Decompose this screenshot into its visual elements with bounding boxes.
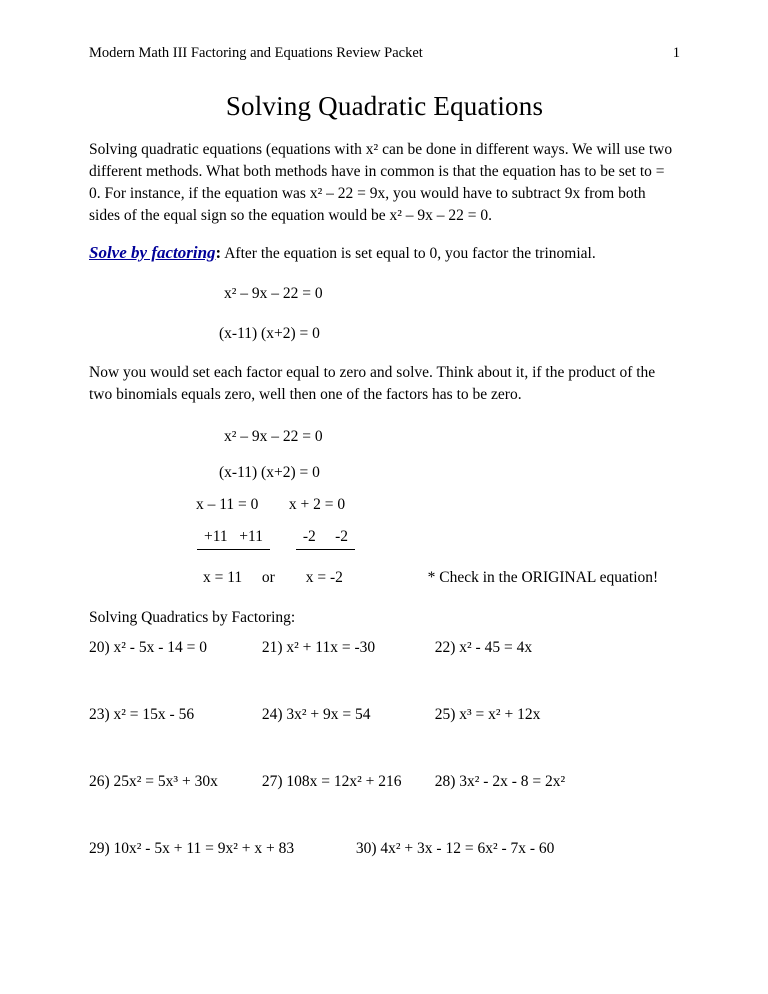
check-note: * Check in the ORIGINAL equation!: [427, 569, 659, 586]
example-equation: x² – 9x – 22 = 0: [224, 285, 323, 302]
problem-row-2: [89, 704, 680, 726]
problem-24: 24) 3x² + 9x = 54: [261, 706, 371, 723]
problem-25: 25) x³ = x² + 12x: [434, 706, 541, 723]
solution-right: x = -2: [305, 569, 343, 586]
worked-solution: [89, 426, 680, 589]
problem-26: 26) 25x² = 5x³ + 30x: [89, 773, 218, 790]
intro-paragraph: Solving quadratic equations (equations with x² can be done in different ways. We will use two different methods. What both methods have in common is that the equation has to be set to = 0. For instance, if the equation was x² – 22 = 9x, you would have to subtract 9x from both sides of the equal sign so the equation would be x² – 9x – 22 = 0.: [89, 141, 673, 224]
work-factored: (x-11) (x+2) = 0: [219, 464, 320, 481]
header-title: Modern Math III Factoring and Equations Review Packet: [89, 45, 423, 61]
page-header: [89, 44, 680, 63]
page-title: Solving Quadratic Equations: [225, 91, 544, 121]
solution-left: x = 11: [203, 569, 243, 586]
subtract-two-step: -2 -2: [296, 526, 355, 550]
problem-row-1: [89, 637, 680, 659]
factor-left-equation: x – 11 = 0: [196, 496, 259, 513]
problem-27: 27) 108x = 12x² + 216: [261, 773, 402, 790]
problem-28: 28) 3x² - 2x - 8 = 2x²: [434, 773, 566, 790]
work-factors-line: [196, 494, 680, 516]
example-factored: (x-11) (x+2) = 0: [219, 325, 320, 342]
problems-section-label: Solving Quadratics by Factoring:: [89, 609, 296, 626]
work-add-line: [197, 526, 680, 550]
add-eleven-step: +11 +11: [197, 526, 270, 550]
explain-paragraph: Now you would set each factor equal to zero and solve. Think about it, if the product of the two binomials equals zero, well then one of the factors has to be zero.: [89, 364, 656, 403]
problem-23: 23) x² = 15x - 56: [89, 706, 195, 723]
solve-by-factoring-line: [89, 242, 680, 265]
or-label: or: [261, 569, 275, 586]
solve-by-factoring-desc: After the equation is set equal to 0, you factor the trinomial.: [221, 245, 596, 262]
factor-right-equation: x + 2 = 0: [288, 496, 346, 513]
problem-29: 29) 10x² - 5x + 11 = 9x² + x + 83: [89, 840, 295, 857]
problem-30: 30) 4x² + 3x - 12 = 6x² - 7x - 60: [355, 840, 555, 857]
solve-by-factoring-heading: Solve by factoring: [89, 243, 216, 262]
work-solutions-line: [203, 567, 680, 589]
page-number: 1: [672, 45, 680, 61]
problem-row-3: [89, 771, 680, 793]
problem-22: 22) x² - 45 = 4x: [434, 639, 533, 656]
problem-row-4: [89, 838, 680, 860]
work-equation: x² – 9x – 22 = 0: [224, 428, 323, 445]
problem-20: 20) x² - 5x - 14 = 0: [89, 639, 207, 656]
problem-21: 21) x² + 11x = -30: [261, 639, 376, 656]
solve-by-factoring-colon: :: [215, 243, 222, 262]
